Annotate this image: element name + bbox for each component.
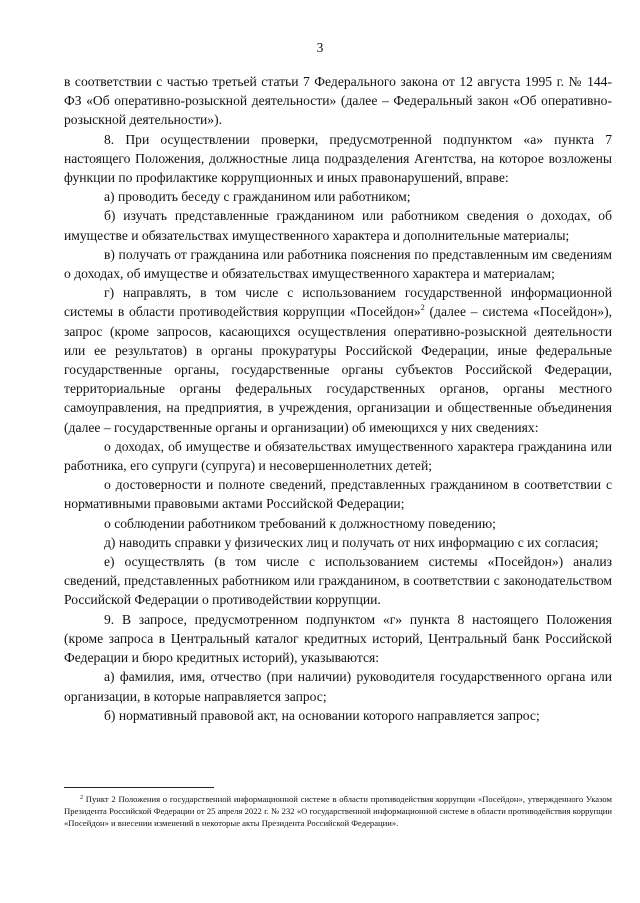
paragraph-8e: е) осуществлять (в том числе с использованием системы «Посейдон») анализ сведений, представленных работником или гражданином, в соответствии с законодательством Российской Федерации о противодействии коррупции. bbox=[64, 554, 612, 608]
paragraph-8g bbox=[64, 283, 612, 437]
footnote-separator bbox=[64, 787, 214, 788]
paragraph-8d: д) наводить справки у физических лиц и получать от них информацию с их согласия; bbox=[104, 534, 599, 550]
paragraph-8g-conduct: о соблюдении работником требований к должностному поведению; bbox=[104, 515, 496, 531]
footnote-text: Пункт 2 Положения о государственной информационной системе в области противодействия коррупции «Посейдон», утвержденного Указом Президента Российской Федерации от 25 апреля 2022 г. № 232 «О государственной информационной системе в области противодействия коррупции «Посейдон» и внесении изменений в некоторые акты Президента Российской Федерации». bbox=[64, 794, 612, 829]
paragraph-item-8: 8. При осуществлении проверки, предусмотренной подпунктом «а» пункта 7 настоящего Положения, должностные лица подразделения Агентства, на которое возложены функции по профилактике коррупционных и иных правонарушений, вправе: bbox=[64, 131, 612, 186]
document-body bbox=[64, 72, 612, 725]
paragraph-8g-text-start: г) направлять, в том числе с использованием государственной информационной системы в области противодействия коррупции «Посейдон» bbox=[64, 285, 612, 320]
paragraph-9b: б) нормативный правовой акт, на основании которого направляется запрос; bbox=[104, 707, 540, 723]
paragraph-8b: б) изучать представленные гражданином или работником сведения о доходах, об имуществе и обязательствах имущественного характера и дополнительные материалы; bbox=[64, 208, 612, 243]
footnote-mark: 2 bbox=[80, 795, 83, 801]
page-number: 3 bbox=[316, 40, 324, 55]
paragraph-9a: а) фамилия, имя, отчество (при наличии) руководителя государственного органа или организации, в которые направляется запрос; bbox=[64, 669, 612, 704]
footnote bbox=[64, 793, 612, 830]
footnote-reference: 2 bbox=[420, 303, 425, 313]
paragraph-8g-income: о доходах, об имуществе и обязательствах имущественного характера гражданина или работника, его супруги (супруга) и несовершеннолетних детей; bbox=[64, 438, 612, 474]
paragraph-8a: а) проводить беседу с гражданином или работником; bbox=[104, 189, 411, 205]
paragraph-continuation: в соответствии с частью третьей статьи 7 Федерального закона от 12 августа 1995 г. № 144-ФЗ «Об оперативно-розыскной деятельности» (далее – Федеральный закон «Об оперативно-розыскной деятельности»). bbox=[64, 74, 612, 128]
paragraph-8g-reliability: о достоверности и полноте сведений, представленных гражданином в соответствии с нормативными правовыми актами Российской Федерации; bbox=[64, 477, 612, 512]
paragraph-8g-text-end: (далее – система «Посейдон»), запрос (кроме запросов, касающихся осуществления оперативно-розыскной деятельности или ее результатов) в органы прокуратуры Российской Федерации, иные федеральные государственные органы, государственные органы субъектов Российской Федерации, территориальные органы федеральных государственных органов, органы местного самоуправления, на предприятия, в учреждения, организации и общественные объединения (далее – государственные органы и организации) об имеющихся у них сведениях: bbox=[64, 304, 612, 435]
paragraph-8v: в) получать от гражданина или работника пояснения по представленным им сведениям о доходах, об имуществе и обязательствах имущественного характера и материалам; bbox=[64, 246, 612, 282]
paragraph-item-9: 9. В запросе, предусмотренном подпунктом «г» пункта 8 настоящего Положения (кроме запроса в Центральный каталог кредитных историй, Центральный банк Российской Федерации и бюро кредитных историй), указываются: bbox=[64, 611, 612, 666]
